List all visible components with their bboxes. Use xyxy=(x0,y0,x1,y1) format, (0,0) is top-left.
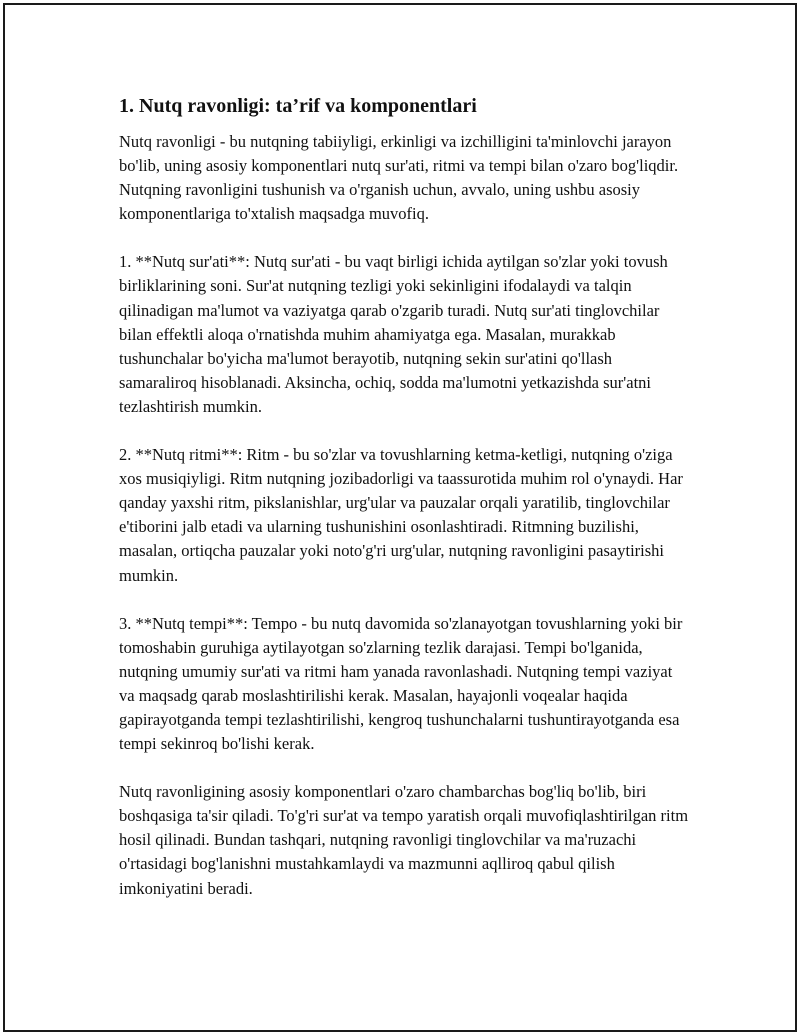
paragraph-speech-rhythm: 2. **Nutq ritmi**: Ritm - bu so'zlar va tovushlarning ketma-ketligi, nutqning o'ziga xos musiqiyligi. Ritm nutqning jozibadorligi va taassurotida muhim rol o'ynaydi. Har qanday yaxshi ritm, pikslanishlar, urg'ular va pauzalar orqali yaratilib, tinglovchilar e'tiborini jalb etadi va ularning tushunishini osonlashtiradi. Ritmning buzilishi, masalan, ortiqcha pauzalar yoki noto'g'ri urg'ular, nutqning ravonligini pasaytirishi mumkin. xyxy=(119,445,683,585)
page-title: 1. Nutq ravonligi: ta’rif va komponentlari xyxy=(119,95,477,117)
paragraph-conclusion: Nutq ravonligining asosiy komponentlari o'zaro chambarchas bog'liq bo'lib, biri boshqasiga ta'sir qiladi. To'g'ri sur'at va tempo yaratish orqali muvofiqlashtirilgan ritm hosil qilinadi. Bundan tashqari, nutqning ravonligi tinglovchilar va ma'ruzachi o'rtasidagi bog'lanishni mustahkamlaydi va mazmunni aqlliroq qabul qilish imkoniyatini beradi. xyxy=(119,782,689,898)
document-body xyxy=(119,92,689,925)
paragraph-speech-rate: 1. **Nutq sur'ati**: Nutq sur'ati - bu vaqt birligi ichida aytilgan so'zlar yoki tovush birliklarining soni. Sur'at nutqning tezligi yoki sekinligini ifodalaydi va talqin qilinadigan ma'lumot va vaziyatga qarab o'zgarib turadi. Nutq sur'ati tinglovchilar bilan effektli aloqa o'rnatishda muhim ahamiyatga ega. Masalan, murakkab tushunchalar bo'yicha ma'lumot berayotib, nutqning sekin sur'atini qo'llash samaraliroq hisoblanadi. Aksincha, ochiq, sodda ma'lumotni yetkazishda sur'atni tezlashtirish mumkin. xyxy=(119,252,668,416)
paragraph-speech-tempo: 3. **Nutq tempi**: Tempo - bu nutq davomida so'zlanayotgan tovushlarning yoki bir tomoshabin guruhiga aytilayotgan so'zlarning tezlik darajasi. Tempi bo'lganida, nutqning umumiy sur'ati va ritmi ham yanada ravonlashadi. Nutqning tempi vaziyat va maqsadg qarab moslashtirilishi kerak. Masalan, hayajonli voqealar haqida gapirayotganda tempi tezlashtirilishi, kengroq tushunchalarni tushuntirayotganda esa tempi sekinroq bo'lishi kerak. xyxy=(119,613,683,754)
paragraph-intro: Nutq ravonligi - bu nutqning tabiiyligi, erkinligi va izchilligini ta'minlovchi jarayon bo'lib, uning asosiy komponentlari nutq sur'ati, ritmi va tempi bilan o'zaro bog'liqdir. Nutqning ravonligini tushunish va o'rganish uchun, avvalo, uning ushbu asosiy komponentlariga to'xtalish maqsadga muvofiq. xyxy=(119,132,679,224)
